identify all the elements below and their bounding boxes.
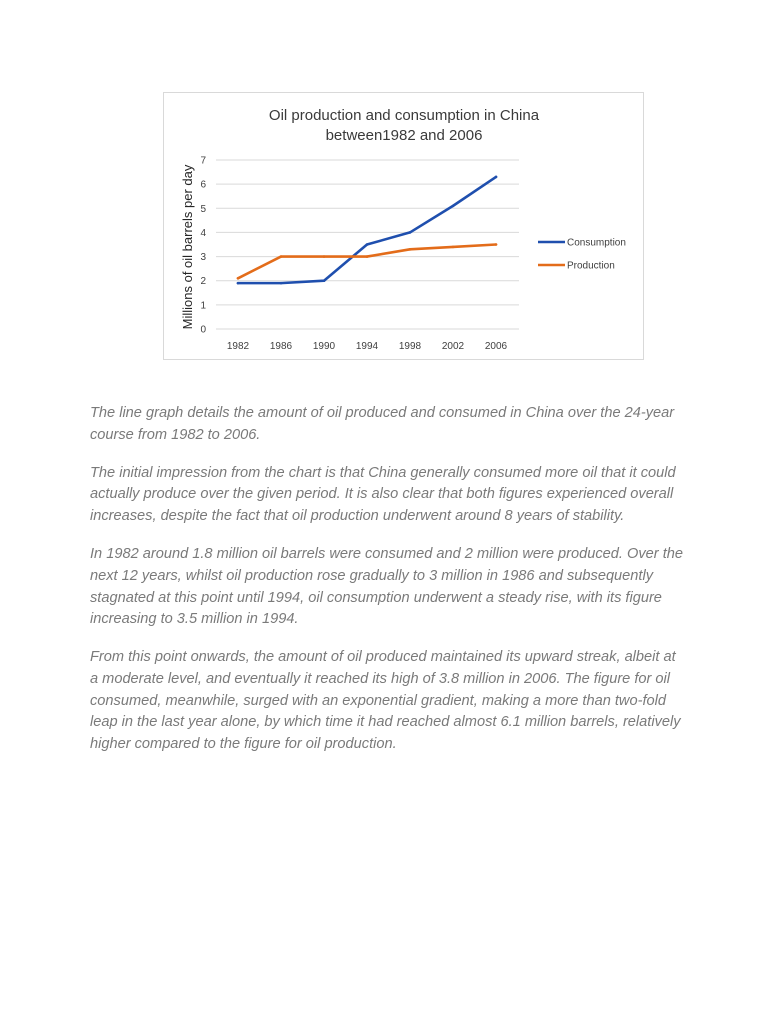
essay-paragraph-4: From this point onwards, the amount of oil produced maintained its upward streak, albeit at a moderate level, and eventually it reached its high of 3.8 million in 2006. The figure for oil consumed, meanwhile, surged with an exponential gradient, making a more than two-fold leap in the last year alone, by which time it had reached almost 6.1 million barrels, relatively higher compared to the figure for oil production.: [90, 649, 681, 753]
x-tick-label: 2002: [441, 341, 465, 352]
consumption-point-1986: [280, 282, 283, 285]
production-point-1994: [366, 255, 369, 258]
y-tick-label: 4: [200, 227, 206, 239]
x-tick-label: 1994: [355, 341, 379, 352]
chart-title-line-1: Oil production and consumption in China: [268, 107, 540, 124]
consumption-point-1994: [366, 243, 369, 246]
chart-title-line-2: between1982 and 2006: [325, 127, 483, 144]
x-tick-label: 1998: [398, 341, 422, 352]
line-chart: [164, 93, 643, 359]
y-tick-label: 6: [200, 179, 206, 191]
legend-label-consumption: Consumption: [567, 237, 626, 249]
production-point-2002: [452, 246, 455, 249]
y-tick-label: 0: [200, 324, 206, 336]
chart-container: [163, 92, 644, 360]
y-axis-ticks: [200, 156, 206, 336]
x-axis-ticks: [227, 341, 508, 352]
y-tick-label: 5: [200, 203, 206, 215]
x-tick-label: 1986: [269, 341, 293, 352]
production-point-1998: [409, 248, 412, 251]
production-point-2006: [495, 243, 498, 246]
production-point-1990: [323, 255, 326, 258]
x-tick-label: 1990: [312, 341, 336, 352]
y-tick-label: 3: [200, 252, 206, 264]
essay-paragraph-2: The initial impression from the chart is that China generally consumed more oil that it could actually produce over the given period. It is also clear that both figures experienced overall increases, despite the fact that oil production underwent around 8 years of stability.: [90, 464, 676, 525]
production-point-1982: [237, 277, 240, 280]
legend: [538, 238, 626, 272]
consumption-point-2002: [452, 205, 455, 208]
y-tick-label: 7: [200, 155, 206, 167]
x-tick-label: 2006: [484, 341, 508, 352]
x-tick-label: 1982: [226, 341, 250, 352]
y-tick-label: 1: [200, 300, 206, 312]
consumption-line: [238, 177, 496, 283]
consumption-point-1990: [323, 279, 326, 282]
essay-paragraph-1: The line graph details the amount of oil produced and consumed in China over the 24-year course from 1982 to 2006.: [90, 405, 675, 443]
y-axis-title: Millions of oil barrels per day: [180, 164, 195, 330]
consumption-point-2006: [495, 176, 498, 179]
y-tick-label: 2: [200, 276, 206, 288]
legend-label-production: Production: [567, 260, 615, 272]
consumption-point-1998: [409, 231, 412, 234]
essay-text: [90, 403, 685, 772]
production-point-1986: [280, 255, 283, 258]
essay-paragraph-3: In 1982 around 1.8 million oil barrels were consumed and 2 million were produced. Over the next 12 years, whilst oil production rose gradually to 3 million in 1986 and subsequently stagnated at this point until 1994, oil consumption underwent a steady rise, with its figure increasing to 3.5 million in 1994.: [90, 546, 683, 628]
production-line: [238, 245, 496, 279]
consumption-point-1982: [237, 282, 240, 285]
series-lines: [237, 176, 498, 285]
